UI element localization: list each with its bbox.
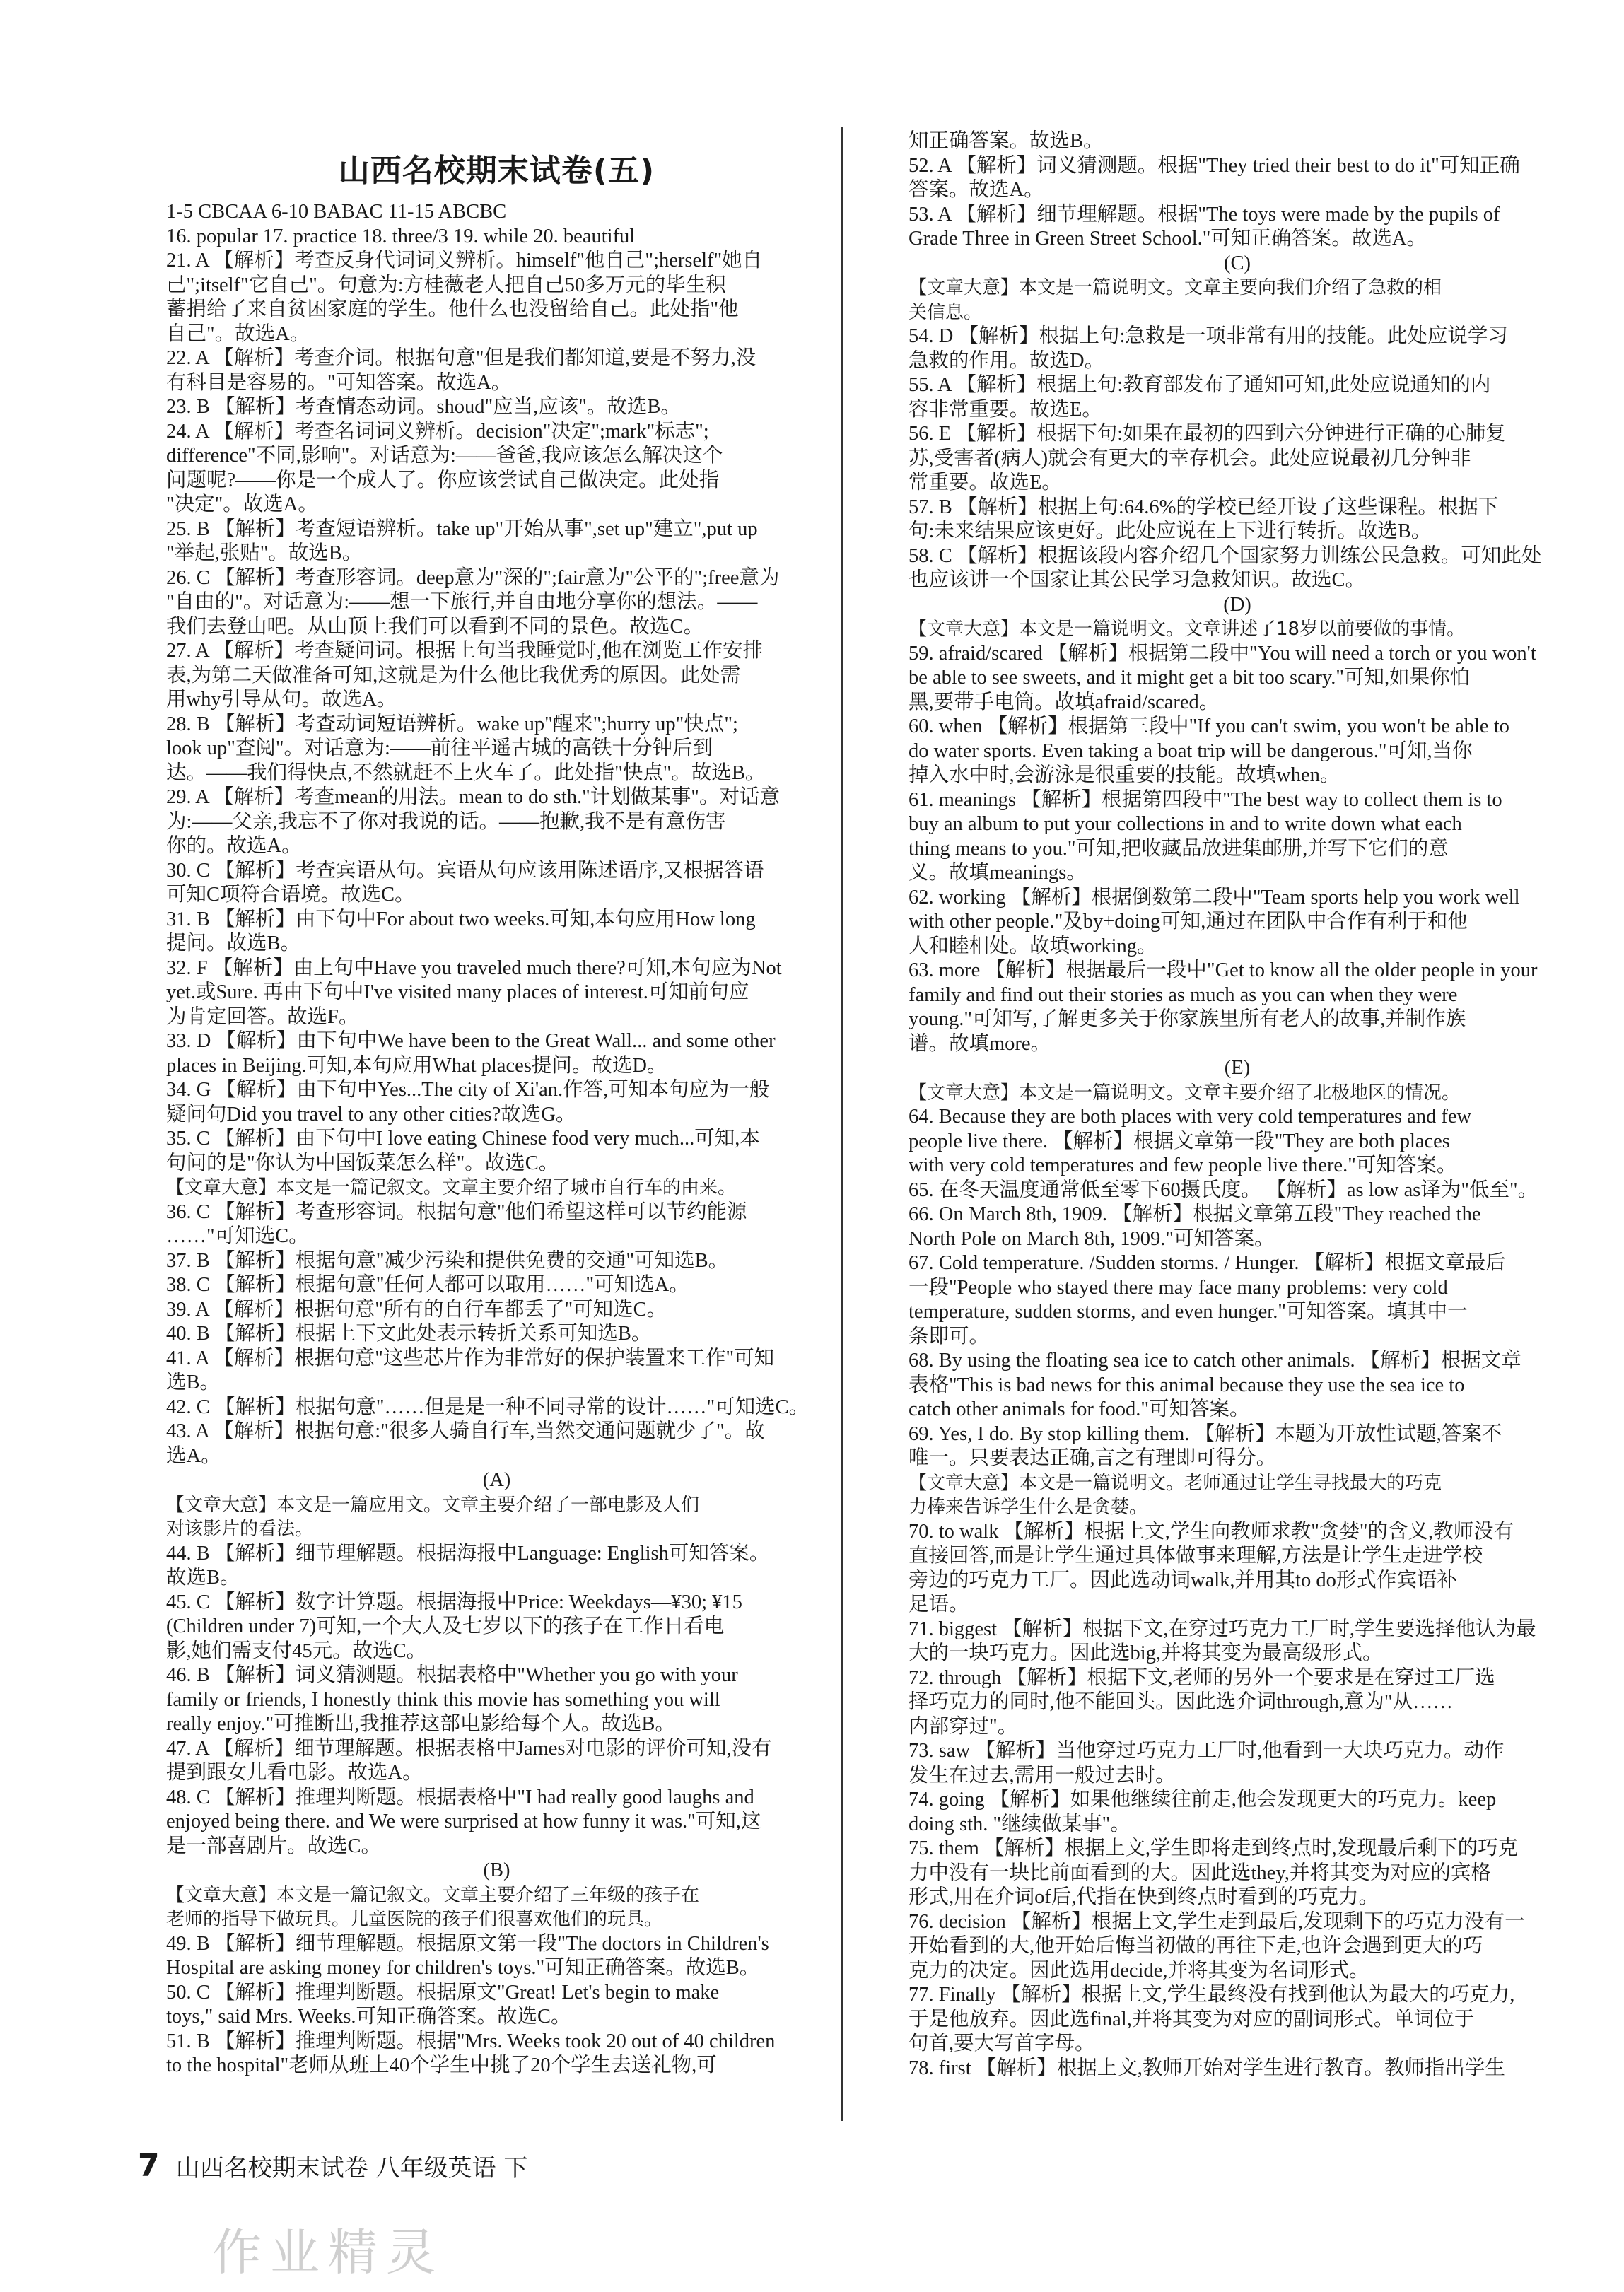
answer-line: toys," said Mrs. Weeks.可知正确答案。故选C。 bbox=[166, 2006, 571, 2028]
answer-line: "决定"。故选A。 bbox=[166, 493, 318, 515]
section-heading: (A) bbox=[482, 1469, 511, 1491]
answer-line: 疑问句Did you travel to any other cities?故选G。 bbox=[166, 1103, 576, 1125]
answer-line: 77. Finally 【解析】根据上文,学生最终没有找到他认为最大的巧克力, bbox=[909, 1984, 1515, 2006]
answer-line: 蓄捐给了来自贫困家庭的学生。他什么也没留给自己。此处指"他 bbox=[166, 298, 739, 320]
answer-line: (Children under 7)可知,一个大人及七岁以下的孩子在工作日看电 bbox=[166, 1615, 725, 1637]
answer-line: 29. A 【解析】考查mean的用法。mean to do sth."计划做某事"。对话意 bbox=[166, 786, 780, 808]
answer-line: look up"查阅"。对话意为:——前往平遥古城的高铁十分钟后到 bbox=[166, 737, 713, 759]
answer-line: 48. C 【解析】推理判断题。根据表格中"I had really good laughs and bbox=[166, 1786, 754, 1808]
summary-line: 【文章大意】本文是一篇说明文。老师通过让学生寻找最大的巧克 bbox=[909, 1472, 1442, 1494]
answer-line: 句:未来结果应该更好。此处应说在上下进行转折。故选B。 bbox=[909, 520, 1432, 542]
summary-line: 对该影片的看法。 bbox=[166, 1519, 314, 1540]
answer-line: 知正确答案。故选B。 bbox=[909, 130, 1104, 152]
answer-line: people live there. 【解析】根据文章第一段"They are both places bbox=[909, 1130, 1450, 1152]
answer-line: 37. B 【解析】根据句意"减少污染和提供免费的交通"可知选B。 bbox=[166, 1249, 729, 1272]
answer-line: 故选B。 bbox=[166, 1567, 240, 1589]
answer-line: to the hospital"老师从班上40个学生中挑了20个学生去送礼物,可 bbox=[166, 2054, 717, 2076]
answer-line: 直接回答,而是让学生通过具体做事来理解,方法是让学生走进学校 bbox=[909, 1545, 1483, 1567]
answer-line: 35. C 【解析】由下句中I love eating Chinese food very much...可知,本 bbox=[166, 1128, 760, 1150]
answer-line: 33. D 【解析】由下句中We have been to the Great Wall... and some other bbox=[166, 1030, 776, 1052]
answer-line: 于是他放弃。因此选final,并将其变为对应的副词形式。单词位于 bbox=[909, 2008, 1475, 2030]
summary-line: 老师的指导下做玩具。儿童医院的孩子们很喜欢他们的玩具。 bbox=[166, 1909, 663, 1930]
summary-line: 【文章大意】本文是一篇记叙文。文章主要介绍了城市自行车的由来。 bbox=[166, 1177, 737, 1198]
section-heading: (C) bbox=[1224, 252, 1251, 274]
answer-line: 41. A 【解析】根据句意"这些芯片作为非常好的保护装置来工作"可知 bbox=[166, 1347, 775, 1369]
page-title: 山西名校期末试卷(五) bbox=[338, 153, 655, 189]
answer-line: 76. decision 【解析】根据上文,学生走到最后,发现剩下的巧克力没有一 bbox=[909, 1910, 1525, 1933]
answer-line: really enjoy."可推断出,我推荐这部电影给每个人。故选B。 bbox=[166, 1713, 675, 1735]
answer-line: 为:——父亲,我忘不了你对我说的话。——抱歉,我不是有意伤害 bbox=[166, 810, 726, 833]
answer-line: 提问。故选B。 bbox=[166, 932, 301, 954]
answer-line: 71. biggest 【解析】根据下文,在穿过巧克力工厂时,学生要选择他认为最 bbox=[909, 1618, 1536, 1640]
answer-line: 句问的是"你认为中国饭菜怎么样"。故选C。 bbox=[166, 1152, 559, 1174]
answer-line: 62. working 【解析】根据倒数第二段中"Team sports help you work well bbox=[909, 886, 1520, 908]
left-column-body bbox=[166, 200, 827, 2078]
answer-line: 条即可。 bbox=[909, 1325, 990, 1347]
answer-line: 47. A 【解析】细节理解题。根据表格中James对电影的评价可知,没有 bbox=[166, 1737, 772, 1760]
answer-line: 黑,要带手电筒。故填afraid/scared。 bbox=[909, 691, 1220, 713]
answer-line: Hospital are asking money for children's toys."可知正确答案。故选B。 bbox=[166, 1957, 760, 1979]
left-column bbox=[166, 0, 827, 2078]
answer-line: 为肯定回答。故选F。 bbox=[166, 1005, 359, 1028]
answer-line: 有科目是容易的。"可知答案。故选A。 bbox=[166, 371, 512, 394]
answer-line: 28. B 【解析】考查动词短语辨析。wake up"醒来";hurry up"快点"; bbox=[166, 713, 738, 735]
right-column-body bbox=[909, 129, 1566, 2081]
answer-line: 68. By using the floating sea ice to catch other animals. 【解析】根据文章 bbox=[909, 1350, 1521, 1372]
answer-line: 足语。 bbox=[909, 1594, 969, 1615]
answer-line: 发生在过去,需用一般过去时。 bbox=[909, 1764, 1176, 1787]
answer-line: be able to see sweets, and it might get a bit too scary."可知,如果你怕 bbox=[909, 667, 1471, 689]
answer-line: 46. B 【解析】词义猜测题。根据表格中"Whether you go with your bbox=[166, 1664, 738, 1686]
footer-text: 山西名校期末试卷 八年级英语 下 bbox=[175, 2154, 528, 2182]
answer-line: temperature, sudden storms, and even hunger."可知答案。填其中一 bbox=[909, 1301, 1468, 1323]
answer-line: 旁边的巧克力工厂。因此选动词walk,并用其to do形式作宾语补 bbox=[909, 1569, 1457, 1591]
answer-line: 43. A 【解析】根据句意:"很多人骑自行车,当然交通问题就少了"。故 bbox=[166, 1420, 765, 1442]
answer-line: 54. D 【解析】根据上句:急救是一项非常有用的技能。此处应说学习 bbox=[909, 325, 1508, 347]
answer-line: 69. Yes, I do. By stop killing them. 【解析】本题为开放性试题,答案不 bbox=[909, 1422, 1502, 1445]
answer-line: 53. A 【解析】细节理解题。根据"The toys were made by the pupils of bbox=[909, 203, 1500, 226]
summary-line: 力棒来告诉学生什么是贪婪。 bbox=[909, 1497, 1148, 1518]
summary-line: 【文章大意】本文是一篇说明文。文章讲述了18岁以前要做的事情。 bbox=[909, 619, 1466, 640]
footer bbox=[138, 2148, 527, 2184]
answer-line: 内部穿过"。 bbox=[909, 1715, 1018, 1738]
section-heading: (E) bbox=[1224, 1057, 1251, 1079]
answer-line: 25. B 【解析】考查短语辨析。take up"开始从事",set up"建立",put up bbox=[166, 518, 758, 540]
answer-line: 67. Cold temperature. /Sudden storms. / Hunger. 【解析】根据文章最后 bbox=[909, 1252, 1506, 1274]
answer-line: do water sports. Even taking a boat trip will be dangerous."可知,当你 bbox=[909, 739, 1473, 762]
answer-line: 句首,要大写首字母。 bbox=[909, 2033, 1095, 2054]
answer-line: 选B。 bbox=[166, 1372, 221, 1393]
answer-line: 16. popular 17. practice 18. three/3 19. while 20. beautiful bbox=[166, 225, 636, 247]
answer-line: 30. C 【解析】考查宾语从句。宾语从句应该用陈述语序,又根据答语 bbox=[166, 859, 764, 882]
answer-line: 答案。故选A。 bbox=[909, 179, 1044, 201]
answer-line: 23. B 【解析】考查情态动词。shoud"应当,应该"。故选B。 bbox=[166, 396, 681, 418]
summary-line: 【文章大意】本文是一篇说明文。文章主要介绍了北极地区的情况。 bbox=[909, 1082, 1461, 1104]
answer-line: 可知C项符合语境。故选C。 bbox=[166, 884, 415, 906]
answer-line: with very cold temperatures and few people live there."可知答案。 bbox=[909, 1154, 1457, 1176]
answer-line: difference"不同,影响"。对话意为:——爸爸,我应该怎么解决这个 bbox=[166, 445, 723, 467]
answer-line: 34. G 【解析】由下句中Yes...The city of Xi'an.作答,可知本句应为一般 bbox=[166, 1079, 770, 1101]
summary-line: 【文章大意】本文是一篇记叙文。文章主要介绍了三年级的孩子在 bbox=[166, 1884, 700, 1906]
answer-line: 问题呢?——你是一个成人了。你应该尝试自己做决定。此处指 bbox=[166, 469, 720, 491]
answer-line: 义。故填meanings。 bbox=[909, 862, 1087, 884]
summary-line: 关信息。 bbox=[909, 301, 983, 323]
answer-line: "举起,张贴"。故选B。 bbox=[166, 542, 363, 564]
answer-line: 大的一块巧克力。因此选big,并将其变为最高级形式。 bbox=[909, 1642, 1383, 1664]
answer-line: 78. first 【解析】根据上文,教师开始对学生进行教育。教师指出学生 bbox=[909, 2057, 1505, 2079]
answer-line: 63. more 【解析】根据最后一段中"Get to know all the older people in your bbox=[909, 959, 1538, 981]
answer-line: 49. B 【解析】细节理解题。根据原文第一段"The doctors in Children's bbox=[166, 1932, 769, 1955]
answer-line: 谱。故填more。 bbox=[909, 1032, 1051, 1055]
answer-line: 59. afraid/scared 【解析】根据第二段中"You will need a torch or you won't bbox=[909, 642, 1536, 665]
answer-line: 44. B 【解析】细节理解题。根据海报中Language: English可知答案。 bbox=[166, 1542, 770, 1565]
answer-line: 达。——我们得快点,不然就赶不上火车了。此处指"快点"。故选B。 bbox=[166, 761, 766, 784]
answer-line: 自己"。故选A。 bbox=[166, 322, 310, 345]
answer-line: 选A。 bbox=[166, 1444, 221, 1467]
answer-line: 66. On March 8th, 1909. 【解析】根据文章第五段"They reached the bbox=[909, 1203, 1481, 1225]
answer-line: 74. going 【解析】如果他继续往前走,他会发现更大的巧克力。keep bbox=[909, 1789, 1497, 1811]
answer-line: 72. through 【解析】根据下文,老师的另外一个要求是在穿过工厂选 bbox=[909, 1666, 1495, 1689]
answer-line: Grade Three in Green Street School."可知正确答案。故选A。 bbox=[909, 228, 1427, 250]
answer-line: thing means to you."可知,把收藏品放进集邮册,并写下它们的意 bbox=[909, 837, 1449, 860]
answer-line: family and find out their stories as much as you can when they were bbox=[909, 983, 1458, 1006]
answer-line: 51. B 【解析】推理判断题。根据"Mrs. Weeks took 20 out of 40 children bbox=[166, 2030, 776, 2052]
answer-line: 65. 在冬天温度通常低至零下60摄氏度。 【解析】as low as译为"低至"。 bbox=[909, 1179, 1538, 1201]
answer-line: 影,她们需支付45元。故选C。 bbox=[166, 1639, 427, 1662]
answer-line: 56. E 【解析】根据下句:如果在最初的四到六分钟进行正确的心肺复 bbox=[909, 423, 1506, 445]
answer-line: 50. C 【解析】推理判断题。根据原文"Great! Let's begin to make bbox=[166, 1981, 720, 2004]
section-heading: (D) bbox=[1223, 593, 1251, 616]
answer-line: 57. B 【解析】根据上句:64.6%的学校已经开设了这些课程。根据下 bbox=[909, 496, 1499, 518]
answer-line: 70. to walk 【解析】根据上文,学生向教师求教"贪婪"的含义,教师没有 bbox=[909, 1520, 1514, 1543]
answer-line: 32. F 【解析】由上句中Have you traveled much there?可知,本句应为Not bbox=[166, 957, 782, 979]
answer-line: enjoyed being there. and We were surprised at how funny it was."可知,这 bbox=[166, 1811, 761, 1832]
answer-line: 表格"This is bad news for this animal because they use the sea ice to bbox=[909, 1374, 1465, 1396]
answer-line: with other people."及by+doing可知,通过在团队中合作有利于和他 bbox=[909, 911, 1468, 932]
answer-line: ……"可知选C。 bbox=[166, 1225, 309, 1247]
answer-line: 60. when 【解析】根据第三段中"If you can't swim, you won't be able to bbox=[909, 715, 1509, 737]
answer-line: 22. A 【解析】考查介词。根据句意"但是我们都知道,要是不努力,没 bbox=[166, 347, 756, 369]
answer-line: 1-5 CBCAA 6-10 BABAC 11-15 ABCBC bbox=[166, 201, 507, 223]
answer-line: catch other animals for food."可知答案。 bbox=[909, 1398, 1250, 1420]
answer-line: 36. C 【解析】考查形容词。根据句意"他们希望这样可以节约能源 bbox=[166, 1200, 747, 1223]
answer-line: 38. C 【解析】根据句意"任何人都可以取用……"可知选A。 bbox=[166, 1274, 689, 1296]
answer-line: 一段"People who stayed there may face many problems: very cold bbox=[909, 1276, 1448, 1299]
answer-line: 容非常重要。故选E。 bbox=[909, 398, 1102, 421]
answer-line: 73. saw 【解析】当他穿过巧克力工厂时,他看到一大块巧克力。动作 bbox=[909, 1740, 1505, 1762]
answer-line: 58. C 【解析】根据该段内容介绍几个国家努力训练公民急救。可知此处 bbox=[909, 544, 1542, 567]
summary-line: 【文章大意】本文是一篇说明文。文章主要向我们介绍了急救的相 bbox=[909, 277, 1442, 298]
answer-line: 择巧克力的同时,他不能回头。因此选介词through,意为"从…… bbox=[909, 1691, 1454, 1713]
answer-line: 急救的作用。故选D。 bbox=[909, 349, 1105, 372]
watermark: 作业精灵 bbox=[212, 2223, 444, 2281]
answer-line: 力中没有一块比前面看到的大。因此选they,并将其变为对应的宾格 bbox=[909, 1861, 1491, 1884]
answer-line: doing sth. "继续做某事"。 bbox=[909, 1813, 1131, 1835]
answer-line: places in Beijing.可知,本句应用What places提问。故选D。 bbox=[166, 1054, 667, 1077]
answer-line: 42. C 【解析】根据句意"……但是是一种不同寻常的设计……"可知选C。 bbox=[166, 1396, 810, 1418]
summary-line: 【文章大意】本文是一篇应用文。文章主要介绍了一部电影及人们 bbox=[166, 1494, 700, 1516]
answer-line: 27. A 【解析】考查疑问词。根据上句当我睡觉时,他在浏览工作安排 bbox=[166, 640, 763, 662]
page-number: 7 bbox=[138, 2148, 160, 2184]
answer-line: 26. C 【解析】考查形容词。deep意为"深的";fair意为"公平的";free意为 bbox=[166, 566, 780, 589]
answer-line: 是一部喜剧片。故选C。 bbox=[166, 1835, 382, 1857]
answer-line: 45. C 【解析】数字计算题。根据海报中Price: Weekdays—¥30; ¥15 bbox=[166, 1591, 742, 1613]
answer-line: young."可知写,了解更多关于你家族里所有老人的故事,并制作族 bbox=[909, 1008, 1466, 1030]
answer-line: 24. A 【解析】考查名词词义辨析。decision"决定";mark"标志"; bbox=[166, 420, 709, 443]
answer-line: 苏,受害者(病人)就会有更大的幸存机会。此处应说最初几分钟非 bbox=[909, 447, 1471, 469]
answer-line: 唯一。只要表达正确,言之有理即可得分。 bbox=[909, 1447, 1277, 1469]
answer-line: 人和睦相处。故填working。 bbox=[909, 935, 1157, 957]
answer-line: 己";itself"它自己"。句意为:方桂薇老人把自己50多万元的毕生积 bbox=[166, 274, 726, 296]
answer-line: 55. A 【解析】根据上句:教育部发布了通知可知,此处应说通知的内 bbox=[909, 374, 1491, 396]
answer-line: 提到跟女儿看电影。故选A。 bbox=[166, 1762, 423, 1784]
answer-line: 也应该讲一个国家让其公民学习急救知识。故选C。 bbox=[909, 569, 1366, 591]
answer-line: 75. them 【解析】根据上文,学生即将走到终点时,发现最后剩下的巧克 bbox=[909, 1837, 1519, 1859]
right-column bbox=[909, 129, 1566, 2081]
answer-line: 掉入水中时,会游泳是很重要的技能。故填when。 bbox=[909, 764, 1340, 786]
answer-line: 52. A 【解析】词义猜测题。根据"They tried their best to do it"可知正确 bbox=[909, 154, 1520, 177]
answer-line: 40. B 【解析】根据上下文此处表示转折关系可知选B。 bbox=[166, 1323, 652, 1345]
answer-line: 你的。故选A。 bbox=[166, 835, 302, 857]
answer-line: 39. A 【解析】根据句意"所有的自行车都丢了"可知选C。 bbox=[166, 1298, 667, 1321]
answer-line: 常重要。故选E。 bbox=[909, 472, 1062, 493]
answer-line: 表,为第二天做准备可知,这就是为什么他比我优秀的原因。此处需 bbox=[166, 664, 741, 686]
answer-line: 31. B 【解析】由下句中For about two weeks.可知,本句应用How long bbox=[166, 908, 756, 930]
answer-line: 64. Because they are both places with very cold temperatures and few bbox=[909, 1106, 1472, 1128]
answer-line: 开始看到的大,他开始后悔当初做的再往下走,也许会遇到更大的巧 bbox=[909, 1935, 1483, 1957]
answer-line: 我们去登山吧。从山顶上我们可以看到不同的景色。故选C。 bbox=[166, 615, 704, 638]
answer-line: 21. A 【解析】考查反身代词词义辨析。himself"他自己";herself"她自 bbox=[166, 250, 763, 271]
answer-line: "自由的"。对话意为:——想一下旅行,并自由地分享你的想法。—— bbox=[166, 591, 758, 613]
section-heading: (B) bbox=[483, 1859, 510, 1881]
answer-line: yet.或Sure. 再由下句中I've visited many places of interest.可知前句应 bbox=[166, 981, 749, 1003]
answer-line: 形式,用在介词of后,代指在快到终点时看到的巧克力。 bbox=[909, 1886, 1379, 1908]
answer-line: buy an album to put your collections in and to write down what each bbox=[909, 813, 1462, 835]
answer-line: 克力的决定。因此选用decide,并将其变为名词形式。 bbox=[909, 1959, 1369, 1982]
answer-line: 61. meanings 【解析】根据第四段中"The best way to collect them is to bbox=[909, 788, 1502, 811]
answer-line: North Pole on March 8th, 1909."可知答案。 bbox=[909, 1227, 1275, 1250]
answer-line: 用why引导从句。故选A。 bbox=[166, 689, 397, 711]
answer-line: family or friends, I honestly think this movie has something you will bbox=[166, 1688, 720, 1711]
column-divider bbox=[841, 127, 843, 2121]
